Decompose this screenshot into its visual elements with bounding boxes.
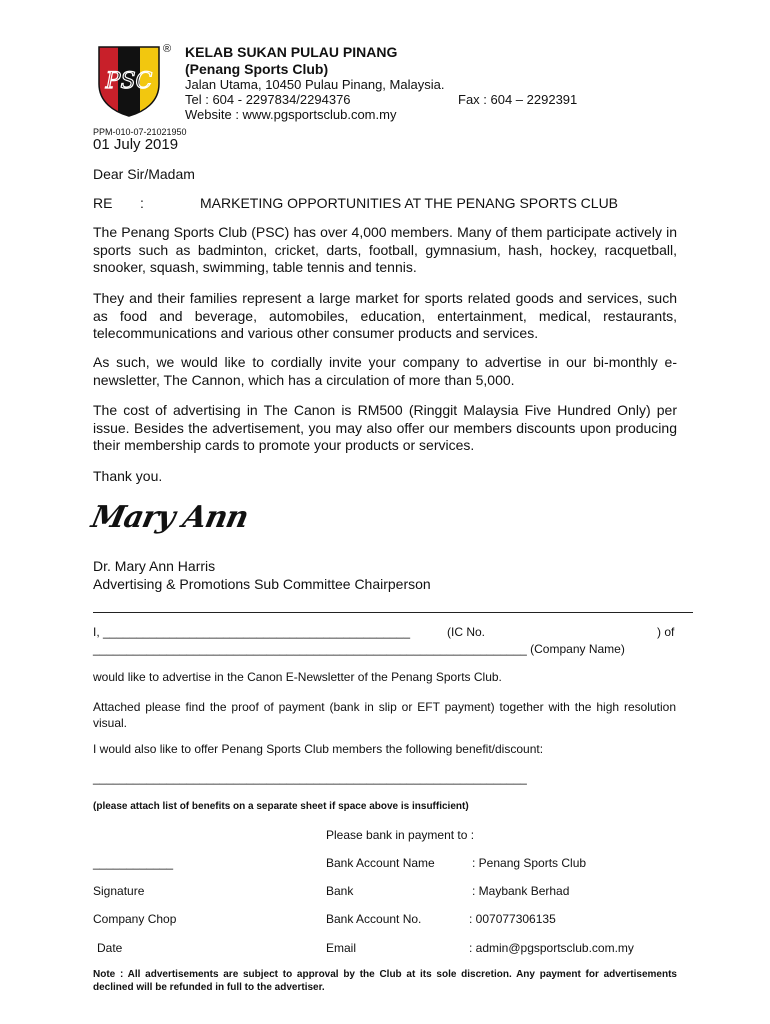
letter-date: 01 July 2019: [93, 136, 179, 153]
ic-number-label: (IC No.: [447, 625, 486, 639]
paragraph-market: They and their families represent a large market for sports related goods and services, such as food and beverage, automobiles, education, entertainment, medical, restaurants, telecommunications and various other consumer products and services.: [93, 290, 677, 341]
signatory-name: Dr. Mary Ann Harris: [93, 558, 216, 574]
attached-statement: Attached please find the proof of payment (bank in slip or EFT payment) together with the high resolution visual.: [93, 700, 676, 730]
handwritten-signature: Mary Ann: [88, 500, 251, 535]
club-address: Jalan Utama, 10450 Pulau Pinang, Malaysia.: [185, 77, 445, 92]
re-label: RE: [93, 195, 113, 211]
email-label: Email: [326, 941, 357, 955]
advertise-statement: would like to advertise in the Canon E-Newsletter of the Penang Sports Club.: [93, 670, 502, 684]
bank-account-number-value: : 007077306135: [469, 912, 556, 926]
club-name: KELAB SUKAN PULAU PINANG: [185, 44, 398, 60]
section-divider: [93, 612, 693, 613]
bank-account-name-value: : Penang Sports Club: [472, 856, 587, 870]
company-name-line[interactable]: _________________________________________________________________ (Company Name): [93, 642, 625, 656]
bank-intro: Please bank in payment to :: [326, 828, 475, 842]
thank-you: Thank you.: [93, 468, 163, 484]
club-fax: Fax : 604 – 2292391: [458, 92, 578, 107]
re-subject: MARKETING OPPORTUNITIES AT THE PENANG SPORTS CLUB: [200, 195, 619, 211]
bank-value: : Maybank Berhad: [472, 884, 570, 898]
company-chop-label: Company Chop: [93, 912, 177, 926]
reference-code: PPM-010-07-21021950: [93, 127, 187, 137]
paragraph-invitation: As such, we would like to cordially invite your company to advertise in our bi-monthly e-newsletter, The Cannon, which has a circulation of more than 5,000.: [93, 354, 677, 388]
date-label: Date: [97, 941, 123, 955]
attach-note: (please attach list of benefits on a separate sheet if space above is insufficient): [93, 801, 469, 812]
paragraph-membership: The Penang Sports Club (PSC) has over 4,000 members. Many of them participate actively in sports such as badminton, cricket, darts, football, gymnasium, hash, hockey, racquetball, snooker, squash, swimming, table tennis and tennis.: [93, 224, 677, 275]
signatory-title: Advertising & Promotions Sub Committee Chairperson: [93, 576, 431, 592]
club-name-english: (Penang Sports Club): [185, 61, 329, 77]
of-label: ) of: [657, 625, 675, 639]
club-telephone: Tel : 604 - 2297834/2294376: [185, 92, 351, 107]
logo-monogram: PSC: [105, 69, 153, 94]
form-name-line[interactable]: I, ______________________________________________: [93, 625, 410, 639]
paragraph-cost: The cost of advertising in The Canon is RM500 (Ringgit Malaysia Five Hundred Only) per issue. Besides the advertisement, you may also offer our members discounts upon producing their membership cards to promote your products or services.: [93, 402, 677, 453]
re-colon: :: [140, 195, 144, 211]
club-crest-logo: [96, 44, 162, 118]
bank-label: Bank: [326, 884, 354, 898]
approval-note: Note : All advertisements are subject to approval by the Club at its sole discretion. Any payment for advertisements declined will be refunded in full to the advertiser.: [93, 969, 677, 993]
benefit-input-line[interactable]: _________________________________________________________________: [93, 771, 527, 785]
email-value[interactable]: : admin@pgsportsclub.com.my: [469, 941, 634, 955]
club-website: Website : www.pgsportsclub.com.my: [185, 107, 397, 122]
signature-line[interactable]: ____________: [93, 856, 174, 870]
bank-account-name-label: Bank Account Name: [326, 856, 435, 870]
bank-account-number-label: Bank Account No.: [326, 912, 422, 926]
registered-mark: ®: [163, 43, 172, 55]
salutation: Dear Sir/Madam: [93, 166, 195, 182]
signature-label: Signature: [93, 884, 145, 898]
offer-statement: I would also like to offer Penang Sports Club members the following benefit/discount:: [93, 742, 544, 756]
